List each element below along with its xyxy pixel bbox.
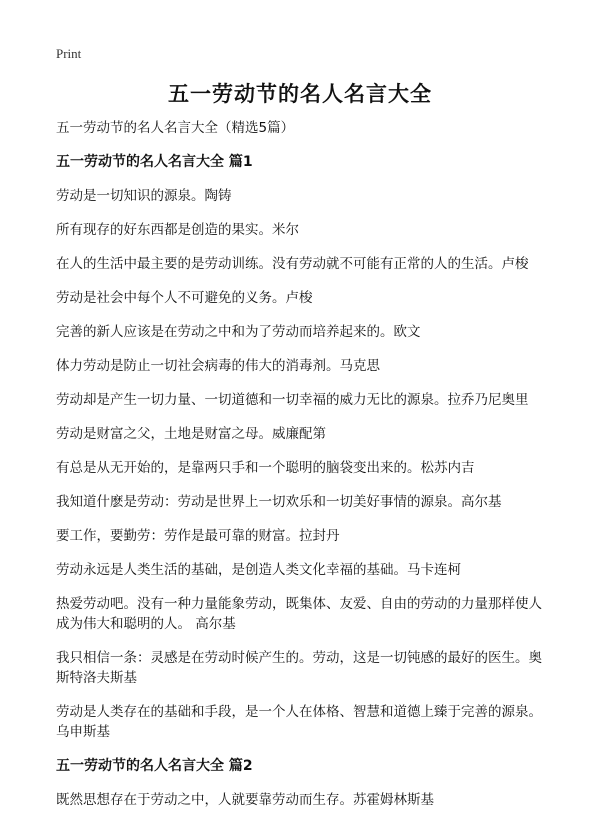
quote: 劳动是一切知识的源泉。陶铸	[56, 188, 232, 204]
quote: 劳动是人类存在的基础和手段，是一个人在体格、智慧和道德上臻于完善的源泉。乌申斯基	[56, 704, 542, 740]
quote: 既然思想存在于劳动之中，人就要靠劳动而生存。苏霍姆林斯基	[56, 792, 434, 808]
quote: 在人的生活中最主要的是劳动训练。没有劳动就不可能有正常的人的生活。卢梭	[56, 256, 529, 272]
quote: 所有现存的好东西都是创造的果实。米尔	[56, 222, 299, 238]
quote: 要工作，要勤劳：劳作是最可靠的财富。拉封丹	[56, 528, 340, 544]
quote: 劳动永远是人类生活的基础，是创造人类文化幸福的基础。马卡连柯	[56, 562, 461, 578]
quote: 劳动是财富之父，土地是财富之母。威廉配第	[56, 426, 326, 442]
intro-line: 五一劳动节的名人名言大全（精选5篇）	[56, 120, 295, 136]
section-heading: 五一劳动节的名人名言大全 篇1	[56, 154, 253, 170]
section-heading: 五一劳动节的名人名言大全 篇2	[56, 758, 253, 774]
page-title: 五一劳动节的名人名言大全	[168, 82, 432, 106]
quote: 完善的新人应该是在劳动之中和为了劳动而培养起来的。欧文	[56, 324, 421, 340]
quote: 我知道什麽是劳动：劳动是世界上一切欢乐和一切美好事情的源泉。高尔基	[56, 494, 502, 510]
quote: 劳动却是产生一切力量、一切道德和一切幸福的威力无比的源泉。拉乔乃尼奥里	[56, 392, 529, 408]
print-label: Print	[56, 46, 82, 61]
quote: 有总是从无开始的，是靠两只手和一个聪明的脑袋变出来的。松苏内吉	[56, 460, 475, 476]
quote: 我只相信一条：灵感是在劳动时候产生的。劳动，这是一切钝感的最好的医生。奥斯特洛夫斯基	[56, 650, 542, 686]
document-body	[56, 118, 546, 824]
quote: 体力劳动是防止一切社会病毒的伟大的消毒剂。马克思	[56, 358, 380, 374]
quote: 劳动是社会中每个人不可避免的义务。卢梭	[56, 290, 313, 306]
quote: 热爱劳动吧。没有一种力量能象劳动，既集体、友爱、自由的劳动的力量那样使人成为伟大和聪明的人。 高尔基	[56, 596, 542, 632]
